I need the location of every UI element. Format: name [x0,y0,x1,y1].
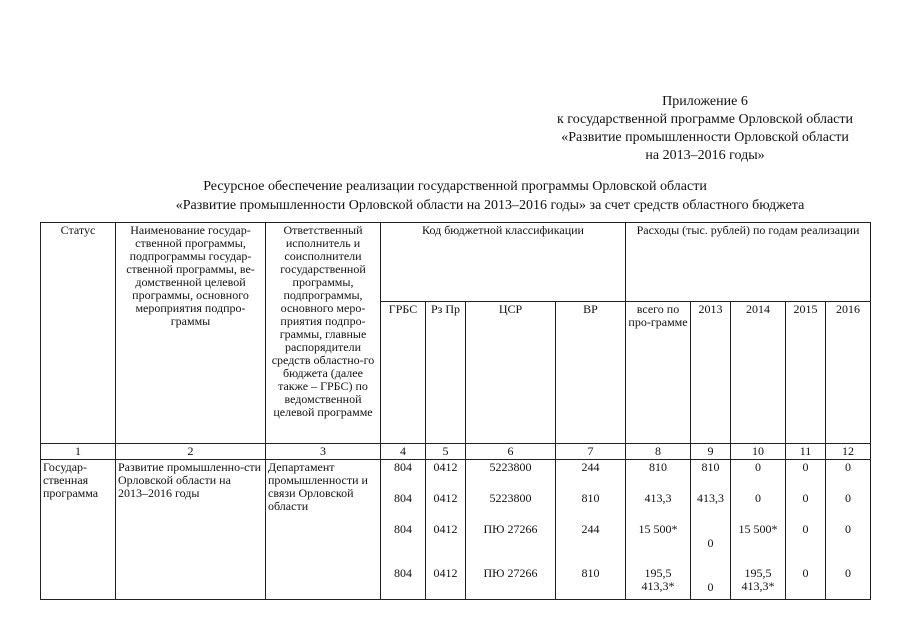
program-row [41,460,871,600]
vr-value: 810 [581,566,600,580]
header-total: всего по про-грамме [626,301,691,443]
total-value: 413,3 [644,491,672,505]
resource-table [40,222,871,600]
header-vr: ВР [556,301,626,443]
annex-line-3: «Развитие промышленности Орловской области [561,130,849,145]
header-grbs: ГРБС [381,301,426,443]
grbs-value: 804 [394,522,412,536]
column-number: 3 [266,444,381,460]
csr-value: 5223800 [489,460,532,474]
grbs-value: 804 [394,566,412,580]
total-value: 810 [649,460,667,474]
header-name: Наименование государ-ственной программы, подпрограммы государ-ственной программы, ве-домственной целевой программы, основного мероприятия подпро-граммы [116,223,266,444]
header-responsible: Ответственный исполнитель и соисполнители государственной программы, подпрограммы, основного меро-приятия подпро-граммы, главные распорядители средств областно-го бюджета (далее также – ГРБС) по ведомственной целевой программе [266,223,381,444]
column-number: 8 [626,444,691,460]
csr-value: ПЮ 27266 [483,566,538,580]
header-2016: 2016 [826,301,871,443]
column-number-row [41,444,871,460]
column-number: 5 [426,444,466,460]
csr-value: ПЮ 27266 [483,522,538,536]
rzpr-value: 0412 [433,460,458,474]
program-responsible: Департамент промышленности и связи Орловской области [266,460,381,600]
column-number: 6 [466,444,556,460]
y2013-value: 810 [701,460,720,474]
y2013-value: 413,3 [697,491,724,505]
y2015-value: 0 [802,460,809,474]
y2014-column [731,460,786,600]
annex-line-2: к государственной программе Орловской области [557,112,853,127]
y2015-value: 0 [802,566,809,580]
csr-value: 5223800 [489,491,532,505]
header-csr: ЦСР [466,301,556,443]
column-number: 4 [381,444,426,460]
header-status: Статус [41,223,116,444]
column-number: 9 [691,444,731,460]
y2016-column [826,460,871,600]
y2016-value: 0 [845,522,852,536]
title-line-2: «Развитие промышленности Орловской области на 2013–2016 годы» за счет средств областного бюджета [175,198,805,213]
column-number: 12 [826,444,871,460]
y2014-value: 0 [755,460,761,474]
rzpr-value: 0412 [433,566,458,580]
total-column [626,460,691,600]
y2014-value: 195,5 413,3* [741,566,775,593]
header-rzpr: Рз Пр [426,301,466,443]
grbs-value: 804 [394,491,412,505]
column-number: 2 [116,444,266,460]
rzpr-value: 0412 [433,491,458,505]
column-number: 7 [556,444,626,460]
y2013-value: 0 [707,536,714,550]
header-row-1 [41,223,871,302]
document-title [40,177,870,215]
program-name: Развитие промышленно-сти Орловской области на 2013–2016 годы [116,460,266,600]
grbs-column [381,460,426,600]
rzpr-column [426,460,466,600]
vr-value: 244 [581,522,600,536]
y2016-value: 0 [845,491,852,505]
y2016-value: 0 [845,566,852,580]
vr-value: 810 [581,491,600,505]
header-2015: 2015 [786,301,826,443]
y2013-value: 0 [707,580,714,594]
y2016-value: 0 [845,460,852,474]
column-number: 1 [41,444,116,460]
title-line-1: Ресурсное обеспечение реализации государственной программы Орловской области [203,179,707,194]
total-value: 195,5 413,3* [641,566,675,593]
header-2014: 2014 [731,301,786,443]
y2015-column [786,460,826,600]
column-number: 11 [786,444,826,460]
vr-value: 244 [581,460,600,474]
annex-line-1: Приложение 6 [662,94,748,109]
annex-block [540,93,870,165]
column-number: 10 [731,444,786,460]
rzpr-value: 0412 [433,522,458,536]
y2014-value: 15 500* [738,522,778,536]
y2015-value: 0 [802,491,809,505]
vr-column [556,460,626,600]
y2014-value: 0 [755,491,761,505]
header-2013: 2013 [691,301,731,443]
grbs-value: 804 [394,460,412,474]
header-budget-code: Код бюджетной классификации [381,223,626,302]
header-expenses: Расходы (тыс. рублей) по годам реализации [626,223,871,302]
csr-column [466,460,556,600]
program-status: Государ-ственная программа [41,460,116,600]
annex-line-4: на 2013–2016 годы» [645,148,765,163]
total-value: 15 500* [638,522,678,536]
y2015-value: 0 [802,522,809,536]
y2013-column [691,460,731,600]
